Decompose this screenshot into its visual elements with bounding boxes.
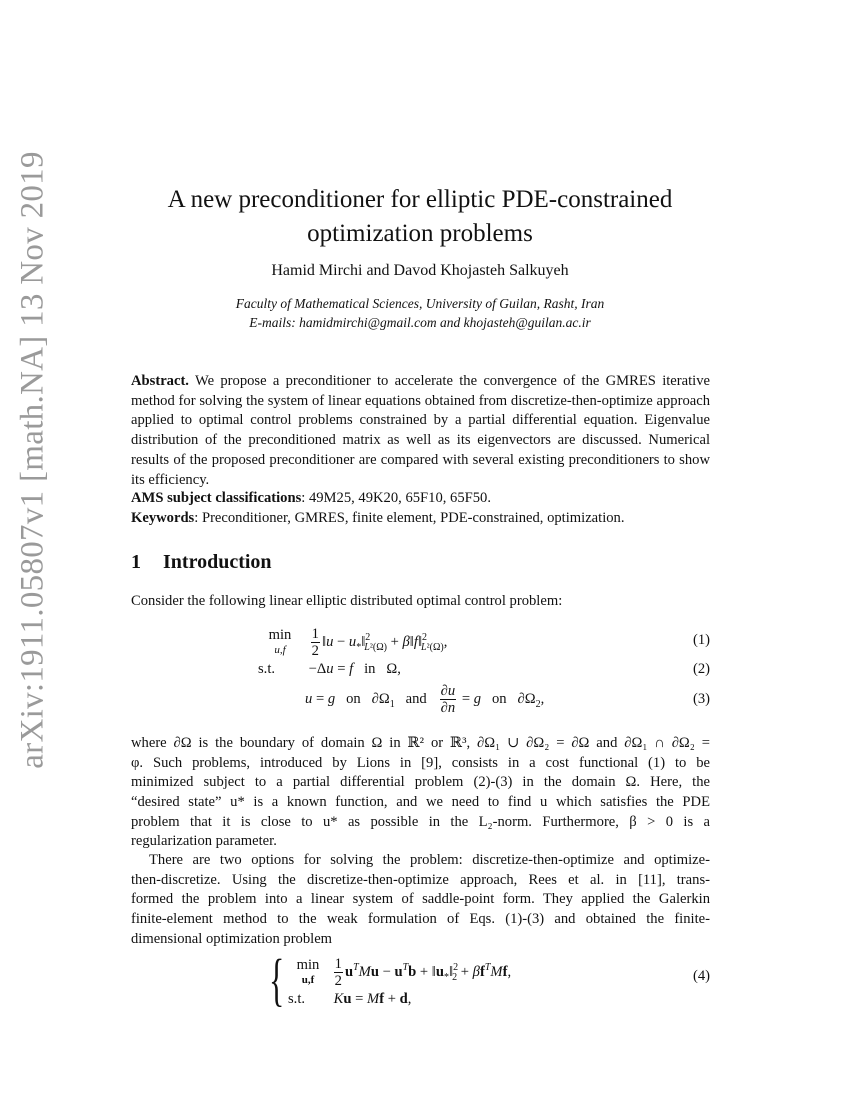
paragraph-2-line: dimensional optimization problem [131,930,333,947]
ams-label: AMS subject classifications [131,490,302,506]
and-word: and [405,690,427,707]
paragraph-2-line: There are two options for solving the problem: discretize-then-optimize and optimize- [149,852,710,868]
section-number: 1 [131,551,141,573]
st-label-4: s.t. [288,991,306,1007]
left-brace: { [269,947,285,1012]
equation-1: min u,f $\frac{1}{2}$ ‖u − $u_*‖^2_{L^2(\Omega)}$ + β‖f‖$^2_{L^2(\Omega)}$, [268,626,448,659]
paragraph-1-line: minimized subject to a partial differential problem (2)-(3) in the domain Ω. Here, the [131,774,710,791]
equation-3: u = g on $\partial\Omega_1$ and $\frac{\partial u}{\partial n}$ = g on $\partial\Omega_2$, [305,683,545,716]
keywords [131,510,625,527]
paragraph-2-line: formed the problem into a linear system of saddle-point form. They applied the Galerkin [131,891,710,908]
st-label: s.t. [258,661,276,677]
keywords-label: Keywords [131,510,195,526]
paragraph-1-line: φ. Such problems, introduced by Lions in [9], consists in a cost functional (1) to be [131,754,710,771]
paragraph-2 [131,851,710,949]
abstract [131,372,710,490]
min-operator-4: min [296,957,320,973]
affiliation-block [130,294,710,332]
keywords-text: : Preconditioner, GMRES, finite element, PDE-constrained, optimization. [194,510,625,526]
paragraph-1-line: “desired state” u* is a known function, and we need to find u which satisfies the PDE [131,794,710,811]
equation-4-line-1: min u,f $\frac{1}{2}$ $u^TMu - u^Tb$ + $‖u_*‖^2_2 + \beta f^TMf$, [296,956,512,989]
abstract-text: We propose a preconditioner to accelerate the convergence of the GMRES iterative method for solving the system of linear equations obtained from discretize-then-optimize approach applied to optimal control problems constrained by a partial differential equation. Eigenvalue distribution of the preconditioned matrix as well as its eigenvectors are discussed. Numerical results of the proposed preconditioner are compared with several existing preconditioners to show its efficiency. [131,373,711,488]
intro-sentence: Consider the following linear elliptic distributed optimal control problem: [131,593,563,609]
paper-title [130,183,710,251]
section-heading [131,551,272,574]
ams-classifications [131,490,491,507]
abstract-label: Abstract. [131,373,189,389]
emails: E-mails: hamidmirchi@gmail.com and khojasteh@guilan.ac.ir [249,315,591,330]
in-word: in [364,661,376,677]
section-title: Introduction [163,551,272,573]
paragraph-1-line: regularization parameter. [131,833,277,850]
paragraph-1-line: problem that it is close to u* as possible in the L₂-norm. Furthermore, β > 0 is a [131,813,710,830]
affiliation: Faculty of Mathematical Sciences, University of Guilan, Rasht, Iran [235,296,605,311]
on-word-1: on [346,690,361,707]
on-word-2: on [491,690,507,707]
eq1-number: (1) [692,632,710,648]
title-line-2: optimization problems [307,220,533,247]
paragraph-2-line: finite-element method to the weak formulation of Eqs. (1)-(3) and obtained the finite- [131,911,710,928]
eq4-number: (4) [692,968,710,984]
eq3-number: (3) [692,691,710,707]
eq2-number: (2) [692,661,710,677]
min-operator: min [268,627,292,643]
title-line-1: A new preconditioner for elliptic PDE-constrained [167,186,673,213]
equation-2: s.t. −Δu = f in Ω, [258,661,401,677]
paragraph-2-line: then-discretize. Using the discretize-then-optimize approach, Rees et al. in [11], trans- [131,871,710,888]
arxiv-id: arXiv:1911.05807v1 [math.NA] 13 Nov 2019 [14,151,51,769]
equation-4-line-2: s.t. Ku = Mf + d, [288,991,412,1007]
paragraph-1-line: where ∂Ω is the boundary of domain Ω in ℝ² or ℝ³, ∂Ω₁ ∪ ∂Ω₂ = ∂Ω and ∂Ω₁ ∩ ∂Ω₂ = [131,735,710,751]
ams-text: : 49M25, 49K20, 65F10, 65F50. [301,490,492,506]
arxiv-side-stamp [8,0,58,1100]
paragraph-1 [131,734,710,852]
authors: Hamid Mirchi and Davod Khojasteh Salkuyeh [271,262,569,279]
